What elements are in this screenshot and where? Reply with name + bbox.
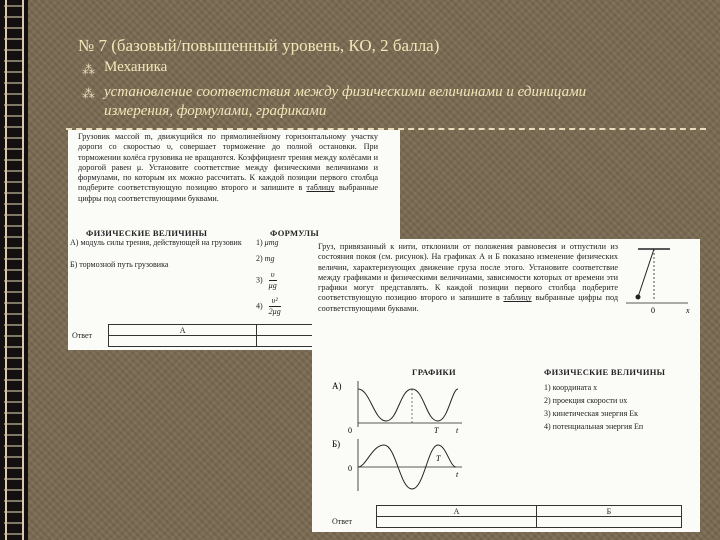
formula-4: 4) $\frac{\text{υ²}}{2\mu g}$	[256, 296, 281, 316]
graphs-header: ГРАФИКИ	[412, 367, 456, 377]
bullet-icon: ⁂	[82, 62, 95, 77]
task2-answer-table	[376, 505, 682, 528]
task2-answer-label: Ответ	[332, 517, 353, 526]
task1-answer-label: Ответ	[72, 331, 93, 340]
quantity-3: 3) кинетическая энергия Eк	[544, 409, 639, 418]
graph-b-t: t	[456, 470, 459, 479]
graph-a-origin: 0	[348, 426, 352, 435]
graph-a	[330, 379, 470, 439]
answer-cell-a	[109, 336, 257, 347]
graph-b-origin: 0	[348, 464, 352, 473]
task1-right-header: ФОРМУЛЫ	[270, 228, 319, 238]
task1-left-header: ФИЗИЧЕСКИЕ ВЕЛИЧИНЫ	[86, 228, 208, 238]
figure-x-label: x	[686, 306, 690, 315]
bullet-topic: установление соответствия между физическими величинами и единицами измерения, формулами, графиками	[104, 84, 587, 119]
pendulum-bob	[636, 295, 641, 300]
answer-cell-a	[377, 517, 537, 528]
task1-item-b: Б) тормозной путь грузовика	[70, 260, 169, 269]
quantity-1: 1) координата x	[544, 383, 598, 392]
formula-3: 3) $\frac{\upsilon}{\mu g}$	[256, 270, 277, 290]
answer-cell-b	[536, 517, 681, 528]
left-decorative-strip	[0, 0, 28, 540]
bullet-mechanics: Механика	[104, 59, 168, 75]
slide-title: № 7 (базовый/повышенный уровень, КО, 2 балла)	[78, 36, 440, 55]
graph-b	[330, 437, 470, 497]
graph-b-label: Б)	[332, 439, 341, 449]
task1-text: Грузовик массой m, движущийся по прямолинейному горизонтальному участку дороги со скоростью υ, совершает торможение до полной остановки. При торможении колёса грузовика не вращаются. Коэффициент трения между колёсами и дорогой равен μ. Установите соответствие между физическими величинами и формулами, по которым их можно рассчитать. К каждой позиции первого столбца подберите соответствующую позицию второго и запишите в таблицу выбранные цифры под соответствующими буквами.	[78, 132, 379, 203]
formula-2: 2) mg	[256, 254, 275, 263]
pendulum-string	[638, 249, 654, 297]
task2-text: Груз, привязанный к нити, отклонили от положения равновесия и отпустили из состояния покоя (см. рисунок). На графиках А и Б показано изменение физических величин, характеризующих движение груза после этого. Установите соответствие между графиками и физическими величинами, зависимости которых от времени эти графики могут представлять. К каждой позиции первого столбца подберите соответствующую позицию второго и запишите в таблицу выбранные цифры под соответствующими буквами.	[318, 242, 619, 313]
figure-origin: 0	[651, 306, 655, 315]
task1-item-a: А) модуль силы трения, действующей на грузовик	[70, 238, 242, 247]
quantities-header: ФИЗИЧЕСКИЕ ВЕЛИЧИНЫ	[544, 367, 666, 377]
graph-a-T: T	[434, 426, 439, 435]
bullet-icon: ⁂	[82, 86, 95, 101]
graph-a-label: А)	[332, 381, 342, 391]
graph-a-t: t	[456, 426, 459, 435]
answer-col-a: А	[377, 506, 537, 517]
answer-col-a: А	[109, 325, 257, 336]
answer-col-b: Б	[536, 506, 681, 517]
graph-a-curve	[358, 389, 458, 421]
pendulum-figure	[620, 245, 696, 315]
formula-1: 1) μmg	[256, 238, 279, 247]
task-scan-pendulum	[312, 239, 700, 532]
quantity-2: 2) проекция скорости υx	[544, 396, 628, 405]
quantity-4: 4) потенциальная энергия Eп	[544, 422, 644, 431]
graph-b-T: T	[436, 454, 441, 463]
